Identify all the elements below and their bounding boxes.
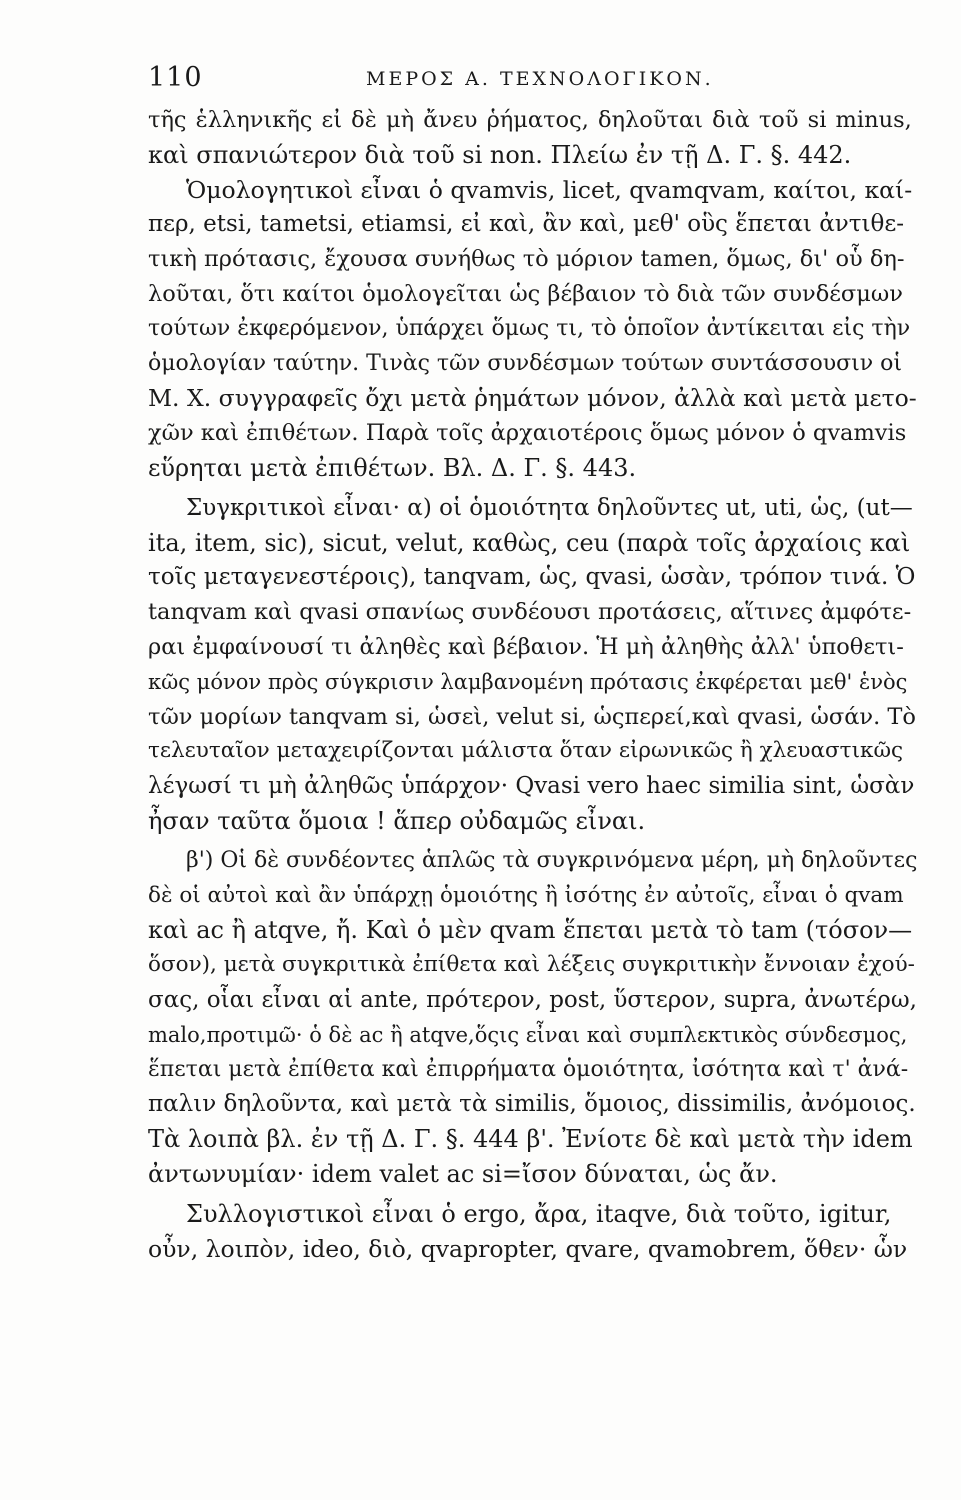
text-line: καὶ ac ἢ atqve, ἤ. Καὶ ὁ μὲν qvam ἕπεται μετὰ τὸ tam (τόσον— bbox=[148, 916, 913, 945]
text-line: τῶν μορίων tanqvam si, ὡσεὶ, velut si, ὡςπερεί,καὶ qvasi, ὡσάν. Τὸ bbox=[148, 703, 916, 730]
running-title: ΜΕΡΟΣ Α. ΤΕΧΝΟΛΟΓΙΚΟΝ. bbox=[366, 68, 714, 90]
paragraph-start-line: Συγκριτικοὶ εἶναι· α) οἱ ὁμοιότητα δηλοῦντες ut, uti, ὡς, (ut— bbox=[186, 494, 913, 521]
text-line: ἕπεται μετὰ ἐπίθετα καὶ ἐπιρρήματα ὁμοιότητα, ἰσότητα καὶ τ' ἀνά- bbox=[148, 1056, 909, 1082]
paragraph-start-line: Ὁμολογητικοὶ εἶναι ὁ qvamvis, licet, qvamqvam, καίτοι, καί- bbox=[186, 175, 913, 204]
text-line: κῶς μόνον πρὸς σύγκρισιν λαμβανομένη πρότασις ἐκφέρεται μεθ' ἑνὸς bbox=[148, 669, 908, 694]
text-line: ita, item, sic), sicut, velut, καθὼς, ceu (παρὰ τοῖς ἀρχαίοις καὶ bbox=[148, 528, 911, 557]
text-line: λοῦται, ὅτι καίτοι ὁμολογεῖται ὡς βέβαιον τὸ διὰ τῶν συνδέσμων bbox=[148, 280, 903, 307]
body-text bbox=[148, 103, 918, 1266]
text-line: ὅσον), μετὰ συγκριτικὰ ἐπίθετα καὶ λέξεις συγκριτικὴν ἔννοιαν ἐχού- bbox=[148, 952, 915, 978]
text-line: δὲ οἱ αὐτοὶ καὶ ἂν ὑπάρχῃ ὁμοιότης ἢ ἰσότης ἐν αὐτοῖς, εἶναι ὁ qvam bbox=[148, 882, 904, 908]
text-line: τικὴ πρότασις, ἔχουσα συνήθως τὸ μόριον tamen, ὅμως, δι' οὗ δη- bbox=[148, 246, 905, 273]
text-line: περ, etsi, tametsi, etiamsi, εἰ καὶ, ἂν καὶ, μεθ' οὓς ἕπεται ἀντιθε- bbox=[148, 211, 905, 238]
text-line: τοῖς μεταγενεστέροις), tanqvam, ὡς, qvasi, ὡσὰν, τρόπον τινά. Ὁ bbox=[148, 564, 916, 591]
text-line: malo,προτιμῶ· ὁ δὲ ac ἢ atqve,ὅςις εἶναι καὶ συμπλεκτικὸς σύνδεσμος, bbox=[148, 1022, 908, 1047]
text-line: ὁμολογίαν ταύτην. Τινὰς τῶν συνδέσμων τούτων συντάσσουσιν οἱ bbox=[148, 350, 903, 376]
text-line: τούτων ἐκφερόμενον, ὑπάρχει ὅμως τι, τὸ ὁποῖον ἀντίκειται εἰς τὴν bbox=[148, 315, 911, 341]
paragraph-start-line: Συλλογιστικοὶ εἶναι ὁ ergo, ἄρα, itaqve, διὰ τοῦτο, igitur, bbox=[186, 1199, 892, 1228]
text-line: οὖν, λοιπὸν, ideo, διὸ, qvapropter, qvare, qvamobrem, ὅθεν· ὧν bbox=[148, 1234, 908, 1263]
text-line: σας, οἷαι εἶναι αἱ ante, πρότερον, post, ὕστερον, supra, ἀνωτέρω, bbox=[148, 986, 917, 1013]
text-line: παλιν δηλοῦντα, καὶ μετὰ τὰ similis, ὅμοιος, dissimilis, ἀνόμοιος. bbox=[148, 1091, 916, 1118]
text-line: εὕρηται μετὰ ἐπιθέτων. Βλ. Δ. Γ. §. 443. bbox=[148, 453, 637, 482]
text-line: χῶν καὶ ἐπιθέτων. Παρὰ τοῖς ἀρχαιοτέροις ὅμως μόνον ὁ qvamvis bbox=[148, 420, 907, 447]
text-line: ἀντωνυμίαν· idem valet ac si=ἴσον δύναται, ὡς ἄν. bbox=[148, 1159, 778, 1188]
paragraph-start-line: β') Οἱ δὲ συνδέοντες ἁπλῶς τὰ συγκρινόμενα μέρη, μὴ δηλοῦντες bbox=[186, 847, 918, 873]
text-line: ραι ἐμφαίνουσί τι ἀληθὲς καὶ βέβαιον. Ἡ μὴ ἀληθὴς ἀλλ' ὑποθετι- bbox=[148, 633, 904, 660]
text-line: τελευταῖον μεταχειρίζονται μάλιστα ὅταν εἰρωνικῶς ἢ χλευαστικῶς bbox=[148, 738, 904, 764]
running-head bbox=[148, 62, 838, 102]
text-line: ἦσαν ταῦτα ὅμοια ! ἅπερ οὐδαμῶς εἶναι. bbox=[148, 806, 646, 835]
text-line: λέγωσί τι μὴ ἀληθῶς ὑπάρχον· Qvasi vero haec similia sint, ὡσὰν bbox=[148, 773, 915, 800]
text-line: τῆς ἑλληνικῆς εἰ δὲ μὴ ἄνευ ῥήματος, δηλοῦται διὰ τοῦ si minus, bbox=[148, 107, 912, 133]
text-line: καὶ σπανιώτερον διὰ τοῦ si non. Πλείω ἐν τῇ Δ. Γ. §. 442. bbox=[148, 140, 852, 169]
text-line: Τὰ λοιπὰ βλ. ἐν τῇ Δ. Γ. §. 444 β'. Ἐνίοτε δὲ καὶ μετὰ τὴν idem bbox=[148, 1125, 913, 1154]
text-line: tanqvam καὶ qvasi σπανίως συνδέουσι προτάσεις, αἵτινες ἀμφότε- bbox=[148, 599, 912, 626]
text-line: Μ. Χ. συγγραφεῖς ὄχι μετὰ ῥημάτων μόνον, ἀλλὰ καὶ μετὰ μετο- bbox=[148, 384, 917, 413]
page-number: 110 bbox=[148, 62, 203, 93]
